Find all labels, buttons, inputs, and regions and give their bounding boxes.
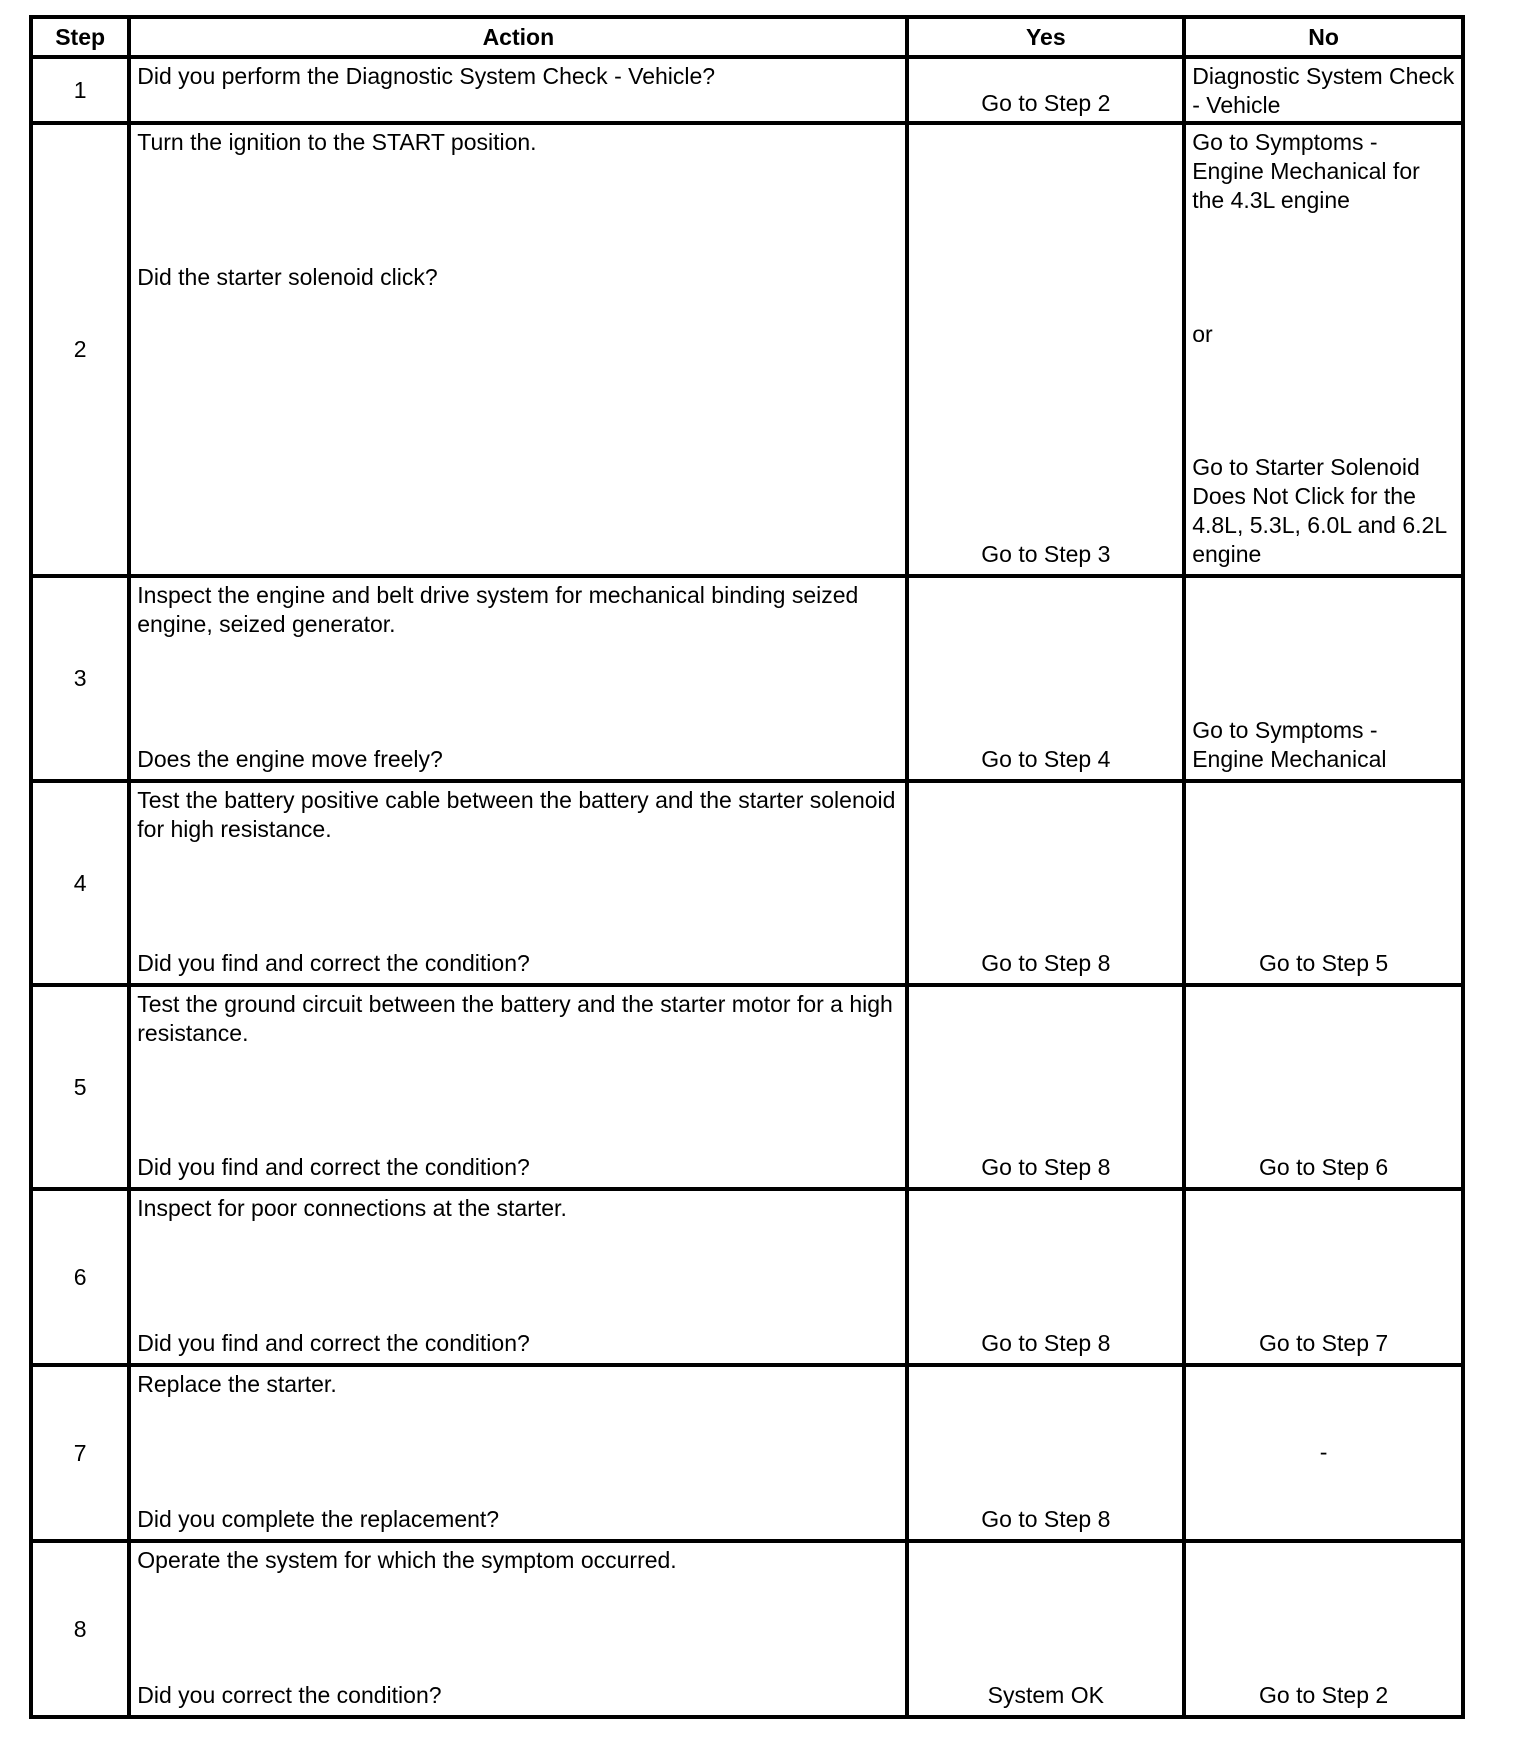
action-instruction: Test the ground circuit between the battery and the starter motor for a high resistance. bbox=[137, 991, 893, 1046]
no-result-alt: Go to Starter Solenoid Does Not Click for the 4.8L, 5.3L, 6.0L and 6.2L engine bbox=[1192, 454, 1447, 567]
yes-cell bbox=[907, 985, 1184, 1189]
action-cell bbox=[129, 1189, 907, 1365]
yes-result: Go to Step 8 bbox=[981, 950, 1111, 976]
header-action: Action bbox=[129, 17, 907, 57]
step-number: 3 bbox=[31, 576, 129, 781]
yes-result: Go to Step 8 bbox=[981, 1154, 1111, 1180]
table-row bbox=[31, 576, 1463, 781]
step-number: 8 bbox=[31, 1541, 129, 1717]
action-question: Did you correct the condition? bbox=[137, 1682, 442, 1708]
diagnostic-table bbox=[29, 15, 1465, 1719]
step-number: 7 bbox=[31, 1365, 129, 1541]
action-question: Did the starter solenoid click? bbox=[137, 264, 438, 290]
yes-cell bbox=[907, 123, 1184, 576]
no-result: Go to Symptoms - Engine Mechanical bbox=[1192, 717, 1387, 772]
action-question: Did you find and correct the condition? bbox=[137, 1330, 530, 1356]
no-cell bbox=[1184, 123, 1463, 576]
header-yes: Yes bbox=[907, 17, 1184, 57]
table-row bbox=[31, 57, 1463, 123]
yes-cell bbox=[907, 576, 1184, 781]
table-row bbox=[31, 1189, 1463, 1365]
yes-cell bbox=[907, 1189, 1184, 1365]
no-result: Go to Step 5 bbox=[1259, 950, 1389, 976]
no-cell bbox=[1184, 1189, 1463, 1365]
table-row bbox=[31, 1541, 1463, 1717]
action-cell bbox=[129, 1365, 907, 1541]
action-cell bbox=[129, 123, 907, 576]
action-instruction: Inspect for poor connections at the starter. bbox=[137, 1195, 567, 1221]
action-question: Did you find and correct the condition? bbox=[137, 1154, 530, 1180]
header-step: Step bbox=[31, 17, 129, 57]
no-separator: or bbox=[1192, 320, 1213, 347]
no-cell bbox=[1184, 576, 1463, 781]
action-cell bbox=[129, 576, 907, 781]
step-number: 5 bbox=[31, 985, 129, 1189]
action-instruction: Replace the starter. bbox=[137, 1371, 337, 1397]
action-question: Did you perform the Diagnostic System Check - Vehicle? bbox=[137, 63, 716, 89]
yes-cell bbox=[907, 57, 1184, 123]
action-instruction: Inspect the engine and belt drive system for mechanical binding seized engine, seized generator. bbox=[137, 582, 859, 637]
action-cell bbox=[129, 985, 907, 1189]
yes-result: Go to Step 4 bbox=[981, 746, 1111, 772]
yes-result: System OK bbox=[987, 1682, 1104, 1708]
step-number: 1 bbox=[31, 57, 129, 123]
table-row bbox=[31, 123, 1463, 576]
no-cell bbox=[1184, 781, 1463, 985]
action-instruction: Turn the ignition to the START position. bbox=[137, 129, 537, 155]
yes-result: Go to Step 8 bbox=[981, 1506, 1111, 1532]
step-number: 4 bbox=[31, 781, 129, 985]
action-instruction: Operate the system for which the symptom occurred. bbox=[137, 1547, 677, 1573]
table-row bbox=[31, 985, 1463, 1189]
action-instruction: Test the battery positive cable between the battery and the starter solenoid for high resistance. bbox=[137, 787, 896, 842]
action-question: Does the engine move freely? bbox=[137, 746, 443, 772]
no-result: Diagnostic System Check - Vehicle bbox=[1192, 63, 1455, 118]
no-result: Go to Symptoms - Engine Mechanical for the 4.3L engine bbox=[1192, 129, 1420, 213]
table-header-row bbox=[31, 17, 1463, 57]
yes-result: Go to Step 2 bbox=[981, 90, 1111, 116]
no-result: Go to Step 7 bbox=[1259, 1330, 1389, 1356]
action-cell bbox=[129, 1541, 907, 1717]
table-row bbox=[31, 1365, 1463, 1541]
no-result: - bbox=[1319, 1438, 1328, 1465]
yes-cell bbox=[907, 1541, 1184, 1717]
yes-cell bbox=[907, 781, 1184, 985]
no-cell bbox=[1184, 1541, 1463, 1717]
table-row bbox=[31, 781, 1463, 985]
no-cell bbox=[1184, 1365, 1463, 1541]
step-number: 6 bbox=[31, 1189, 129, 1365]
action-cell bbox=[129, 57, 907, 123]
action-question: Did you complete the replacement? bbox=[137, 1506, 500, 1532]
yes-result: Go to Step 3 bbox=[981, 541, 1111, 567]
no-cell bbox=[1184, 57, 1463, 123]
no-result: Go to Step 6 bbox=[1259, 1154, 1389, 1180]
no-result: Go to Step 2 bbox=[1259, 1682, 1389, 1708]
header-no: No bbox=[1184, 17, 1463, 57]
yes-cell bbox=[907, 1365, 1184, 1541]
yes-result: Go to Step 8 bbox=[981, 1330, 1111, 1356]
step-number: 2 bbox=[31, 123, 129, 576]
no-cell bbox=[1184, 985, 1463, 1189]
action-cell bbox=[129, 781, 907, 985]
action-question: Did you find and correct the condition? bbox=[137, 950, 530, 976]
